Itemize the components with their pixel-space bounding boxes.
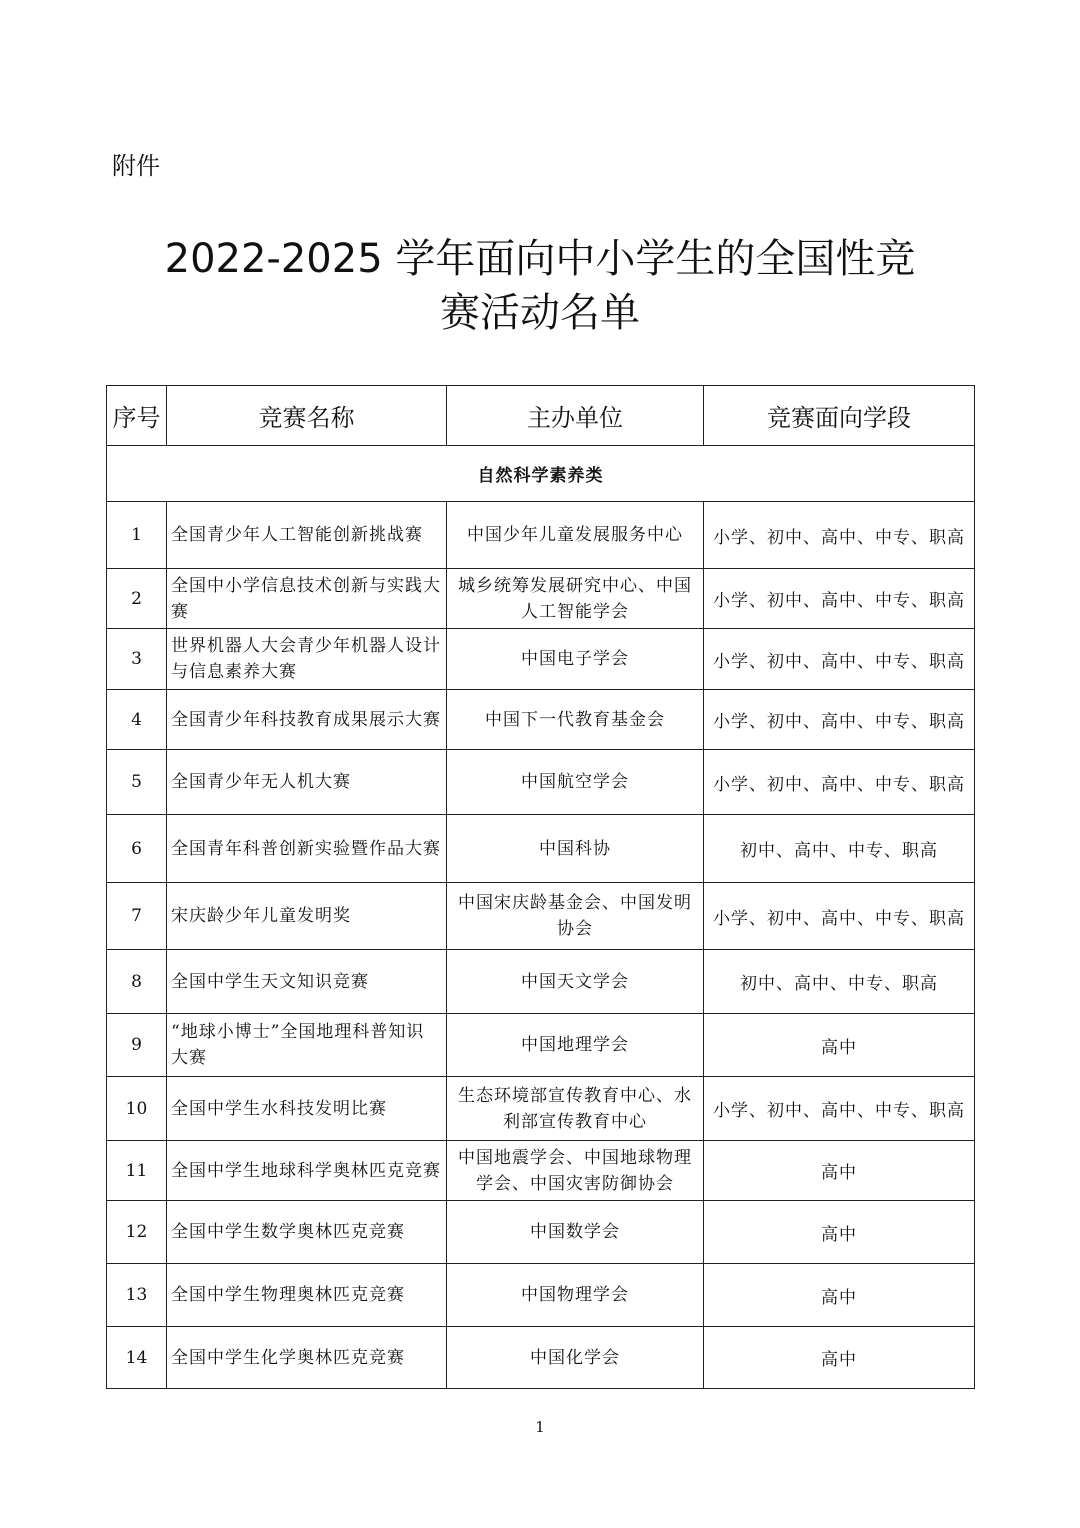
document-title [90,232,990,340]
table-row [107,690,975,750]
table-row [107,1327,975,1389]
table-header-row [107,386,975,446]
competition-name: 全国中学生数学奥林匹克竞赛 [167,1201,447,1264]
competition-name: “地球小博士”全国地理科普知识大赛 [167,1014,447,1077]
organizer-name: 中国科协 [447,815,704,883]
competition-name: 全国青少年科技教育成果展示大赛 [167,690,447,750]
table-body [107,446,975,1389]
row-index: 6 [107,815,167,883]
row-index: 9 [107,1014,167,1077]
row-index: 3 [107,629,167,690]
target-level: 高中 [704,1264,975,1327]
column-header-name: 竞赛名称 [167,386,447,446]
row-index: 10 [107,1077,167,1141]
row-index: 1 [107,502,167,569]
row-index: 13 [107,1264,167,1327]
table-row [107,1014,975,1077]
target-level: 小学、初中、高中、中专、职高 [704,629,975,690]
table-row [107,629,975,690]
table-row [107,950,975,1014]
competition-name: 全国中学生水科技发明比赛 [167,1077,447,1141]
row-index: 2 [107,569,167,629]
organizer-name: 中国电子学会 [447,629,704,690]
row-index: 4 [107,690,167,750]
table-row [107,883,975,950]
target-level: 小学、初中、高中、中专、职高 [704,1077,975,1141]
column-header-index: 序号 [107,386,167,446]
organizer-name: 中国宋庆龄基金会、中国发明协会 [447,883,704,950]
target-level: 小学、初中、高中、中专、职高 [704,502,975,569]
organizer-name: 中国天文学会 [447,950,704,1014]
row-index: 11 [107,1141,167,1201]
competition-name: 全国中学生化学奥林匹克竞赛 [167,1327,447,1389]
target-level: 初中、高中、中专、职高 [704,950,975,1014]
row-index: 12 [107,1201,167,1264]
target-level: 高中 [704,1201,975,1264]
organizer-name: 中国下一代教育基金会 [447,690,704,750]
target-level: 高中 [704,1014,975,1077]
document-title-line-2: 赛活动名单 [440,290,640,336]
target-level: 高中 [704,1327,975,1389]
competition-name: 全国青年科普创新实验暨作品大赛 [167,815,447,883]
page-number: 1 [535,1418,545,1436]
organizer-name: 中国地震学会、中国地球物理学会、中国灾害防御协会 [447,1141,704,1201]
table-row [107,1201,975,1264]
category-row [107,446,975,502]
target-level: 高中 [704,1141,975,1201]
table-row [107,569,975,629]
organizer-name: 中国物理学会 [447,1264,704,1327]
attachment-label: 附件 [112,152,160,180]
organizer-name: 中国地理学会 [447,1014,704,1077]
competition-table [106,385,975,1389]
organizer-name: 中国航空学会 [447,750,704,815]
organizer-name: 中国化学会 [447,1327,704,1389]
row-index: 14 [107,1327,167,1389]
target-level: 小学、初中、高中、中专、职高 [704,569,975,629]
competition-name: 世界机器人大会青少年机器人设计与信息素养大赛 [167,629,447,690]
target-level: 初中、高中、中专、职高 [704,815,975,883]
column-header-level: 竞赛面向学段 [704,386,975,446]
organizer-name: 中国少年儿童发展服务中心 [447,502,704,569]
table-row [107,1141,975,1201]
row-index: 5 [107,750,167,815]
table-row [107,750,975,815]
table-row [107,1077,975,1141]
document-title-line-1: 2022-2025 学年面向中小学生的全国性竞 [164,236,916,282]
target-level: 小学、初中、高中、中专、职高 [704,883,975,950]
organizer-name: 城乡统筹发展研究中心、中国人工智能学会 [447,569,704,629]
row-index: 7 [107,883,167,950]
target-level: 小学、初中、高中、中专、职高 [704,690,975,750]
competition-name: 全国青少年无人机大赛 [167,750,447,815]
competition-name: 宋庆龄少年儿童发明奖 [167,883,447,950]
competition-name: 全国青少年人工智能创新挑战赛 [167,502,447,569]
competition-name: 全国中学生物理奥林匹克竞赛 [167,1264,447,1327]
organizer-name: 中国数学会 [447,1201,704,1264]
row-index: 8 [107,950,167,1014]
competition-name: 全国中学生天文知识竞赛 [167,950,447,1014]
table-row [107,1264,975,1327]
column-header-organizer: 主办单位 [447,386,704,446]
table-row [107,502,975,569]
competition-name: 全国中小学信息技术创新与实践大赛 [167,569,447,629]
table-row [107,815,975,883]
organizer-name: 生态环境部宣传教育中心、水利部宣传教育中心 [447,1077,704,1141]
category-label: 自然科学素养类 [107,446,975,502]
competition-name: 全国中学生地球科学奥林匹克竞赛 [167,1141,447,1201]
target-level: 小学、初中、高中、中专、职高 [704,750,975,815]
